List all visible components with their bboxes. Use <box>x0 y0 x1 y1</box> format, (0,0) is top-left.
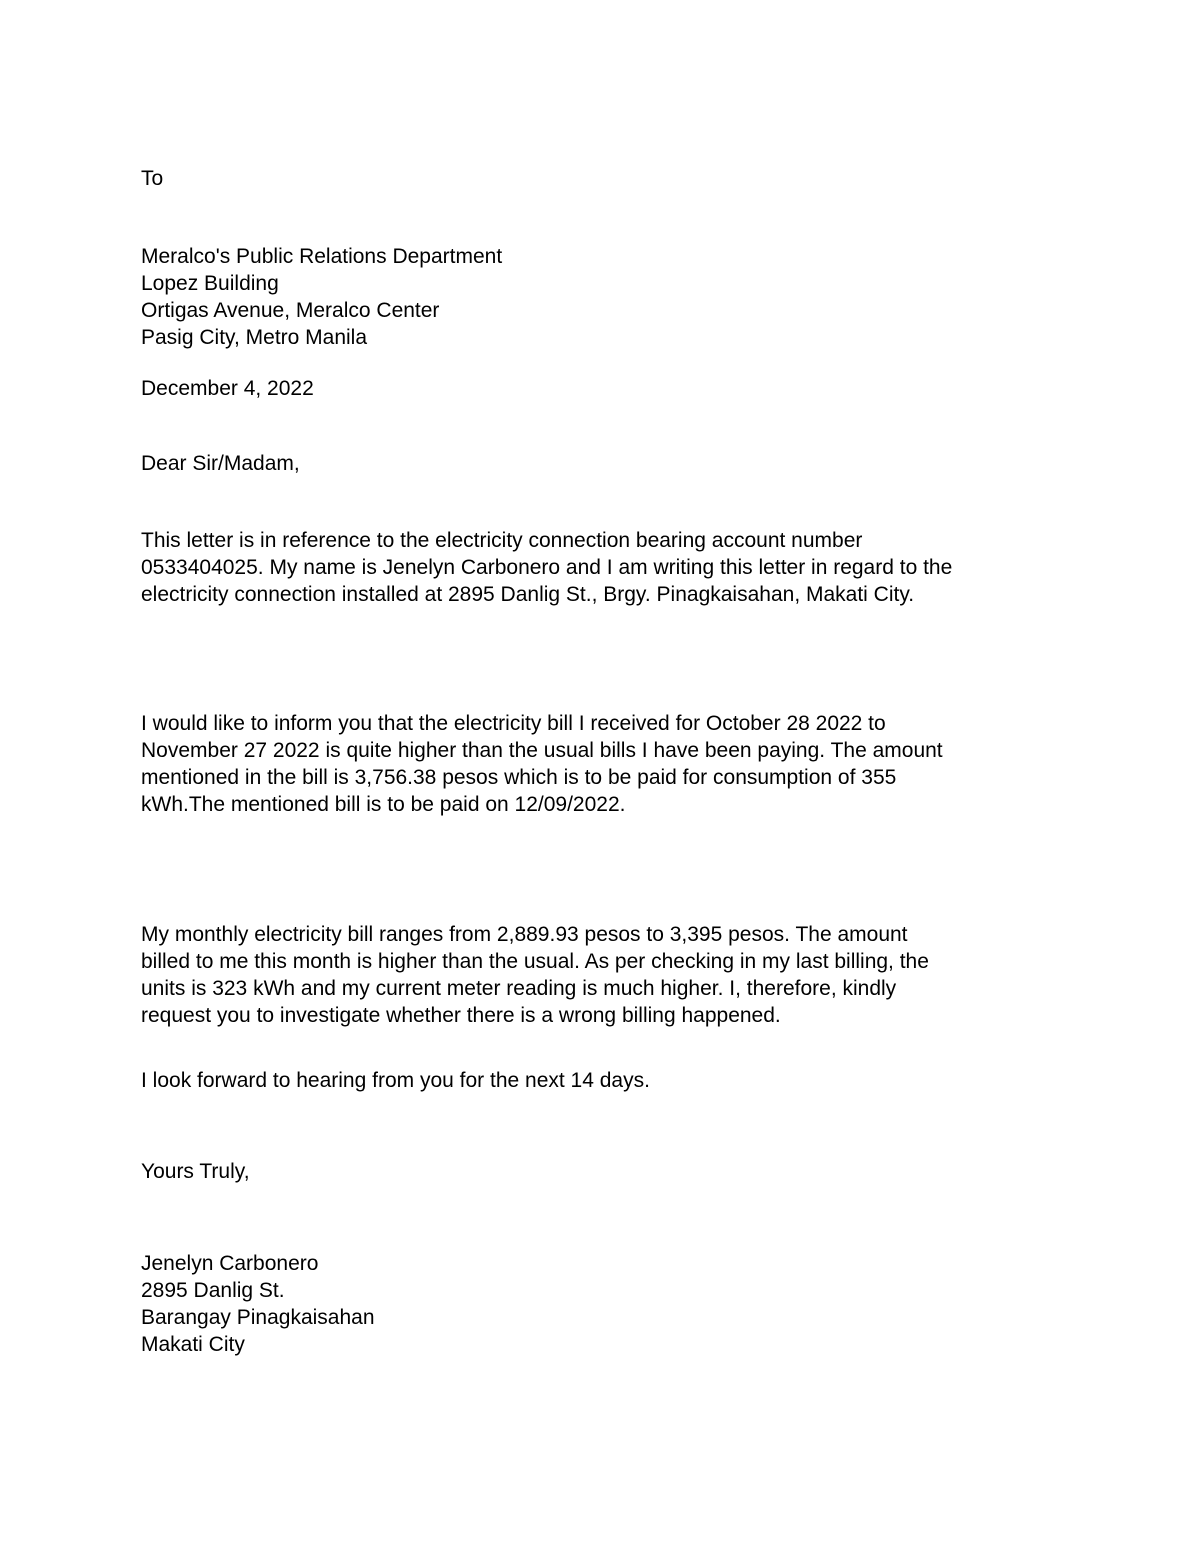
paragraph-2 <box>141 710 943 818</box>
recipient-line-1: Meralco's Public Relations Department <box>141 245 503 268</box>
sender-barangay: Barangay Pinagkaisahan <box>141 1306 375 1329</box>
paragraph-3-line: billed to me this month is higher than the usual. As per checking in my last billing, the <box>141 950 929 973</box>
paragraph-1-line: This letter is in reference to the electricity connection bearing account number <box>141 529 863 552</box>
letter-date: December 4, 2022 <box>141 377 314 400</box>
paragraph-1-line: electricity connection installed at 2895 Danlig St., Brgy. Pinagkaisahan, Makati City. <box>141 583 915 606</box>
paragraph-2-line: I would like to inform you that the electricity bill I received for October 28 2022 to <box>141 712 886 735</box>
paragraph-3-line: request you to investigate whether there is a wrong billing happened. <box>141 1004 781 1027</box>
recipient-address <box>141 243 502 351</box>
sender-city: Makati City <box>141 1333 245 1356</box>
paragraph-2-line: November 27 2022 is quite higher than the usual bills I have been paying. The amount <box>141 739 943 762</box>
recipient-line-4: Pasig City, Metro Manila <box>141 326 368 349</box>
salutation: Dear Sir/Madam, <box>141 452 300 475</box>
closing: Yours Truly, <box>141 1160 250 1183</box>
recipient-line-2: Lopez Building <box>141 272 279 295</box>
paragraph-1 <box>141 527 952 608</box>
paragraph-1-line: 0533404025. My name is Jenelyn Carbonero and I am writing this letter in regard to the <box>141 556 953 579</box>
paragraph-4: I look forward to hearing from you for the next 14 days. <box>141 1069 650 1092</box>
paragraph-3-line: My monthly electricity bill ranges from 2,889.93 pesos to 3,395 pesos. The amount <box>141 923 908 946</box>
sender-name: Jenelyn Carbonero <box>141 1252 319 1275</box>
sender-street: 2895 Danlig St. <box>141 1279 285 1302</box>
paragraph-2-line: kWh.The mentioned bill is to be paid on 12/09/2022. <box>141 793 626 816</box>
recipient-line-3: Ortigas Avenue, Meralco Center <box>141 299 440 322</box>
paragraph-3-line: units is 323 kWh and my current meter reading is much higher. I, therefore, kindly <box>141 977 897 1000</box>
paragraph-3 <box>141 921 929 1029</box>
to-label: To <box>141 167 164 190</box>
paragraph-2-line: mentioned in the bill is 3,756.38 pesos which is to be paid for consumption of 355 <box>141 766 897 789</box>
sender-block <box>141 1250 375 1358</box>
